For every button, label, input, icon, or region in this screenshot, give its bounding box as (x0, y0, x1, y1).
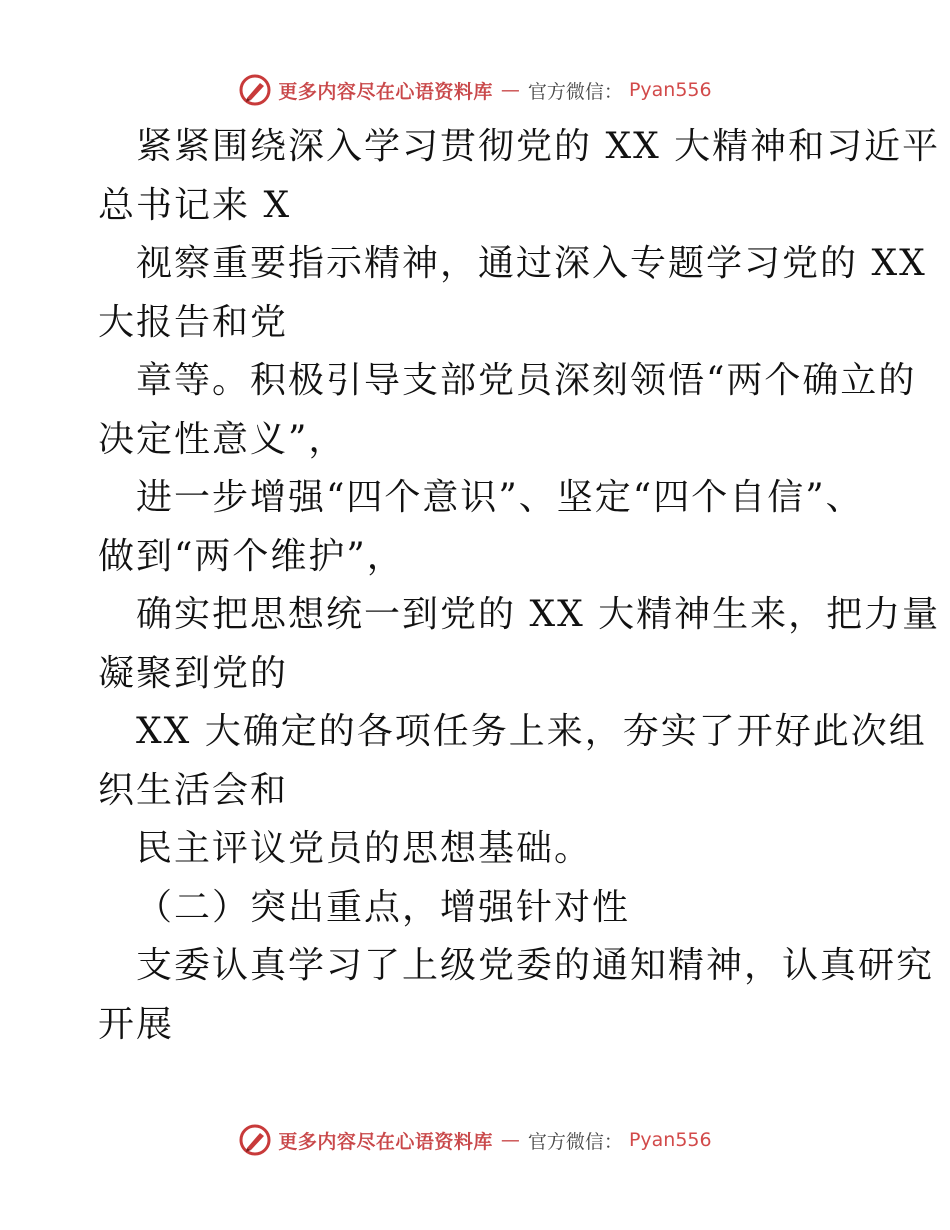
text-line: 大报告和党 (98, 301, 289, 343)
text-line: 凝聚到党的 (98, 652, 289, 694)
banner-wechat-id: Pyan556 (628, 1129, 712, 1151)
banner-main-text: 更多内容尽在心语资料库 (278, 1130, 493, 1153)
text-line: 章等。积极引导支部党员深刻领悟“两个确立的 (136, 360, 917, 401)
banner-wechat-id: Pyan556 (628, 79, 712, 101)
banner-wechat-label: 官方微信： (527, 1130, 623, 1153)
text-line: 开展 (98, 1003, 175, 1045)
text-line: 进一步增强“四个意识”、坚定“四个自信”、 (136, 477, 864, 518)
document-body (98, 118, 941, 1054)
footer-banner (0, 1120, 950, 1160)
text-line: 总书记来 X (98, 184, 292, 226)
text-line: 确实把思想统一到党的 XX 大精神生来，把力量 (136, 594, 941, 635)
header-banner (0, 70, 950, 110)
banner-separator: — (500, 1129, 520, 1151)
text-line: 紧紧围绕深入学习贯彻党的 XX 大精神和习近平 (136, 126, 941, 167)
pen-circle-logo-icon (238, 73, 272, 107)
banner-wechat-label: 官方微信： (527, 80, 623, 103)
text-line: XX 大确定的各项任务上来，夯实了开好此次组 (136, 711, 927, 752)
text-line: 民主评议党员的思想基础。 (136, 828, 593, 869)
text-line: （二）突出重点，增强针对性 (136, 886, 631, 928)
pen-circle-logo-icon (238, 1123, 272, 1157)
banner-main-text: 更多内容尽在心语资料库 (278, 80, 493, 103)
text-line: 视察重要指示精神，通过深入专题学习党的 XX (136, 243, 927, 284)
banner-separator: — (500, 79, 520, 101)
text-line: 做到“两个维护”， (98, 535, 405, 577)
text-line: 决定性意义”， (98, 418, 347, 460)
text-line: 支委认真学习了上级党委的通知精神，认真研究 (136, 945, 935, 986)
text-line: 织生活会和 (98, 769, 289, 811)
